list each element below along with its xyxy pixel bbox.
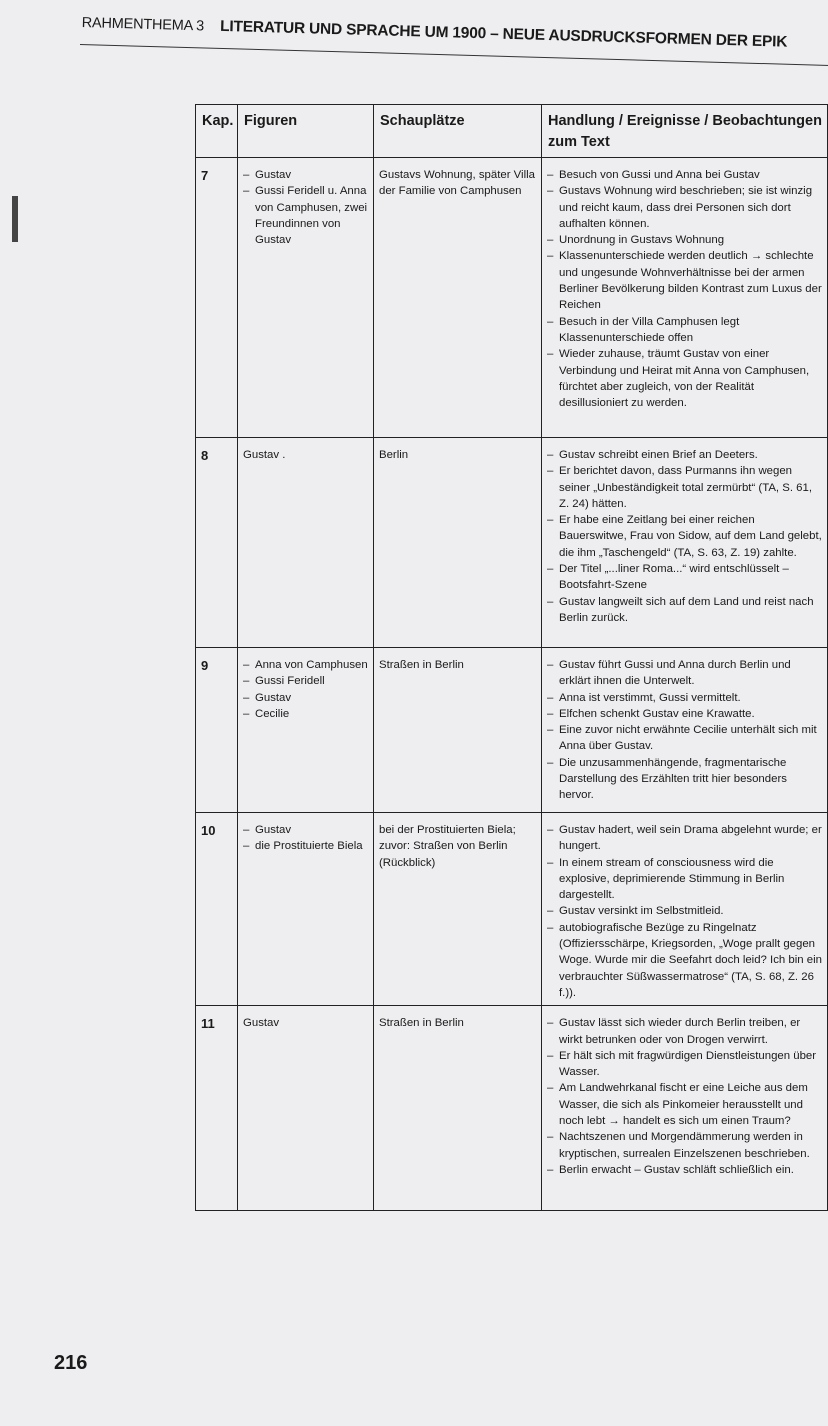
handlung-list: [547, 822, 822, 1001]
table-row: [196, 158, 828, 438]
list-item: – Eine zuvor nicht erwähnte Cecilie unterhält sich mit Anna über Gustav.: [547, 722, 822, 755]
list-item: – Gussi Feridell: [243, 673, 368, 689]
list-item: – die Prostituierte Biela: [243, 838, 368, 854]
schauplatz-text: Gustavs Wohnung, später Villa der Familie von Camphusen: [379, 169, 535, 198]
binding-strip: [12, 196, 18, 242]
list-item: – Berlin erwacht – Gustav schläft schließlich ein.: [547, 1162, 822, 1178]
kap-number: 7: [201, 168, 209, 183]
list-item: – Der Titel „...liner Roma...“ wird entschlüsselt – Bootsfahrt-Szene: [547, 561, 822, 594]
list-item: – Nachtszenen und Morgendämmerung werden in kryptischen, surrealen Einzelszenen beschrieben.: [547, 1129, 822, 1162]
header-figuren: Figuren: [238, 105, 374, 158]
kap-number: 9: [201, 658, 209, 673]
list-item: – Am Landwehrkanal fischt er eine Leiche aus dem Wasser, die sich als Pinkomeier herausstellt und noch lebt → handelt es sich um einen Traum?: [547, 1080, 822, 1129]
list-item: – Gustav versinkt im Selbstmitleid.: [547, 903, 822, 919]
list-item: – Gustav schreibt einen Brief an Deeters.: [547, 447, 822, 463]
list-item: – Anna ist verstimmt, Gussi vermittelt.: [547, 690, 822, 706]
handlung-list: [547, 167, 822, 411]
list-item: – autobiografische Bezüge zu Ringelnatz (Offiziersschärpe, Kriegsorden, „Woge prallt gegen Woge. Wurde mir die Seefahrt doch leid? Ich bin ein verbrauchter Süßwassermatrose“ (TA, S. 68, Z. 26 f.)).: [547, 920, 822, 1001]
schauplatz-text: Straßen in Berlin: [379, 1017, 464, 1030]
list-item: – Anna von Camphusen: [243, 657, 368, 673]
figuren-list: [243, 657, 368, 722]
schauplatz-text: Berlin: [379, 449, 409, 461]
figuren-list: [243, 822, 368, 855]
header-kap: Kap.: [196, 105, 238, 158]
list-item: – Die unzusammenhängende, fragmentarische Darstellung des Erzählten tritt hier besonders hervor.: [547, 755, 822, 804]
chapter-label: RAHMENTHEMA 3: [81, 14, 205, 35]
list-item: – Besuch von Gussi und Anna bei Gustav: [547, 167, 822, 183]
list-item: – Klassenunterschiede werden deutlich → schlechte und ungesunde Wohnverhältnisse bei der armen Berliner Bevölkerung bilden Kontrast zum Luxus der Reichen: [547, 248, 822, 313]
table-header-row: [196, 105, 828, 158]
header-handlung: Handlung / Ereignisse / Beobachtungen zum Text: [542, 105, 828, 158]
kap-number: 10: [201, 823, 216, 838]
kap-number: 8: [201, 448, 209, 463]
table-row: [196, 438, 828, 648]
list-item: – Gustav: [243, 822, 368, 838]
header-schauplaetze: Schauplätze: [374, 105, 542, 158]
list-item: – Wieder zuhause, träumt Gustav von einer Verbindung und Heirat mit Anna von Camphusen, fürchtet aber zugleich, von der Realität desillusioniert zu werden.: [547, 346, 822, 411]
list-item: – Er hält sich mit fragwürdigen Dienstleistungen über Wasser.: [547, 1048, 822, 1081]
schauplatz-text: Straßen in Berlin: [379, 659, 464, 671]
list-item: – Gustav lässt sich wieder durch Berlin treiben, er wirkt betrunken oder von Drogen verwirrt.: [547, 1015, 822, 1048]
list-item: – Gustav hadert, weil sein Drama abgelehnt wurde; er hungert.: [547, 822, 822, 855]
table-row: [196, 1006, 828, 1211]
list-item: – Gustav: [243, 167, 368, 183]
figuren-list: [243, 167, 368, 248]
list-item: – Gustavs Wohnung wird beschrieben; sie ist winzig und reicht kaum, dass drei Personen sich dort aufhalten können.: [547, 183, 822, 232]
list-item: – Gussi Feridell u. Anna von Camphusen, zwei Freundinnen von Gustav: [243, 183, 368, 248]
list-item: – Elfchen schenkt Gustav eine Krawatte.: [547, 706, 822, 722]
list-item: – Cecilie: [243, 706, 368, 722]
handlung-list: [547, 1015, 822, 1178]
list-item: – In einem stream of consciousness wird die explosive, deprimierende Stimmung in Berlin dargestellt.: [547, 855, 822, 904]
table-row: [196, 813, 828, 1006]
list-item: – Gustav führt Gussi und Anna durch Berlin und erklärt ihnen die Unterwelt.: [547, 657, 822, 690]
list-item: – Gustav langweilt sich auf dem Land und reist nach Berlin zurück.: [547, 594, 822, 627]
figuren-text: Gustav .: [243, 449, 286, 461]
handlung-list: [547, 657, 822, 804]
chapter-title: LITERATUR UND SPRACHE UM 1900 – NEUE AUSDRUCKSFORMEN DER EPIK: [219, 17, 788, 51]
table-row: [196, 648, 828, 813]
list-item: – Besuch in der Villa Camphusen legt Klassenunterschiede offen: [547, 314, 822, 347]
list-item: – Gustav: [243, 690, 368, 706]
page-number: 216: [54, 1352, 88, 1374]
chapter-overview-table: [195, 104, 828, 1211]
list-item: – Unordnung in Gustavs Wohnung: [547, 232, 822, 248]
schauplatz-text: bei der Prostituierten Biela; zuvor: Straßen von Berlin (Rückblick): [379, 824, 516, 869]
figuren-text: Gustav: [243, 1017, 280, 1030]
handlung-list: [547, 447, 822, 626]
kap-number: 11: [201, 1016, 215, 1032]
list-item: – Er berichtet davon, dass Purmanns ihn wegen seiner „Unbeständigkeit total zermürbt“ (TA, S. 61, Z. 24) hätten.: [547, 463, 822, 512]
list-item: – Er habe eine Zeitlang bei einer reichen Bauerswitwe, Frau von Sidow, auf dem Land gelebt, die ihm „Taschengeld“ (TA, S. 63, Z. 19) zahlte.: [547, 512, 822, 561]
